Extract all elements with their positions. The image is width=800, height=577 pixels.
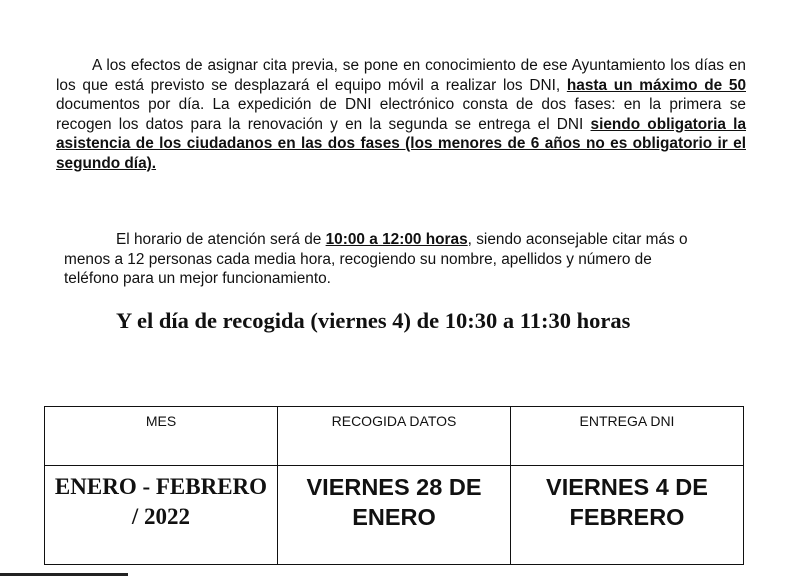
schedule-table (44, 406, 744, 565)
intro-text-2: documentos por día. La expedición de DNI electrónico consta de dos fases: en la primera se recogen los datos para la renovación y en la segunda se entrega el DNI (56, 96, 746, 133)
intro-paragraph (56, 56, 746, 173)
schedule-text-2: , siendo aconsejable citar más o menos a 12 personas cada media hora, recogiendo su nombre, apellidos y número de teléfono para un mejor funcionamiento. (64, 231, 688, 287)
cell-mes (45, 466, 278, 565)
intro-text-1: A los efectos de asignar cita previa, se pone en conocimiento de ese Ayuntamiento los días en los que está previsto se desplazará el equipo móvil a realizar los DNI, (56, 57, 746, 94)
cell-recogida (278, 466, 511, 565)
recogida-line-2: ENERO (352, 504, 436, 530)
bottom-rule (0, 573, 128, 576)
mes-line-1: ENERO - FEBRERO (54, 474, 268, 499)
cell-entrega (511, 466, 744, 565)
recogida-line-1: VIERNES 28 DE (306, 474, 482, 500)
table-row (45, 466, 744, 565)
intro-max-docs: hasta un máximo de 50 (566, 76, 746, 94)
schedule-paragraph (64, 230, 704, 289)
entrega-line-2: FEBRERO (569, 504, 685, 530)
entrega-line-1: VIERNES 4 DE (546, 474, 708, 500)
schedule-hours: 10:00 a 12:00 horas (325, 231, 468, 248)
pickup-day-line: Y el día de recogida (viernes 4) de 10:30 a 11:30 horas (116, 308, 631, 333)
mes-line-2: / 2022 (131, 504, 191, 529)
header-entrega: ENTREGA DNI (511, 407, 744, 466)
header-recogida: RECOGIDA DATOS (278, 407, 511, 466)
table-header-row (45, 407, 744, 466)
schedule-text-1: El horario de atención será de (116, 231, 326, 248)
header-mes: MES (45, 407, 278, 466)
intro-obligation: siendo obligatoria la asistencia de los ciudadanos en las dos fases (los menores de 6 años no es obligatorio ir el segundo día). (56, 115, 747, 172)
